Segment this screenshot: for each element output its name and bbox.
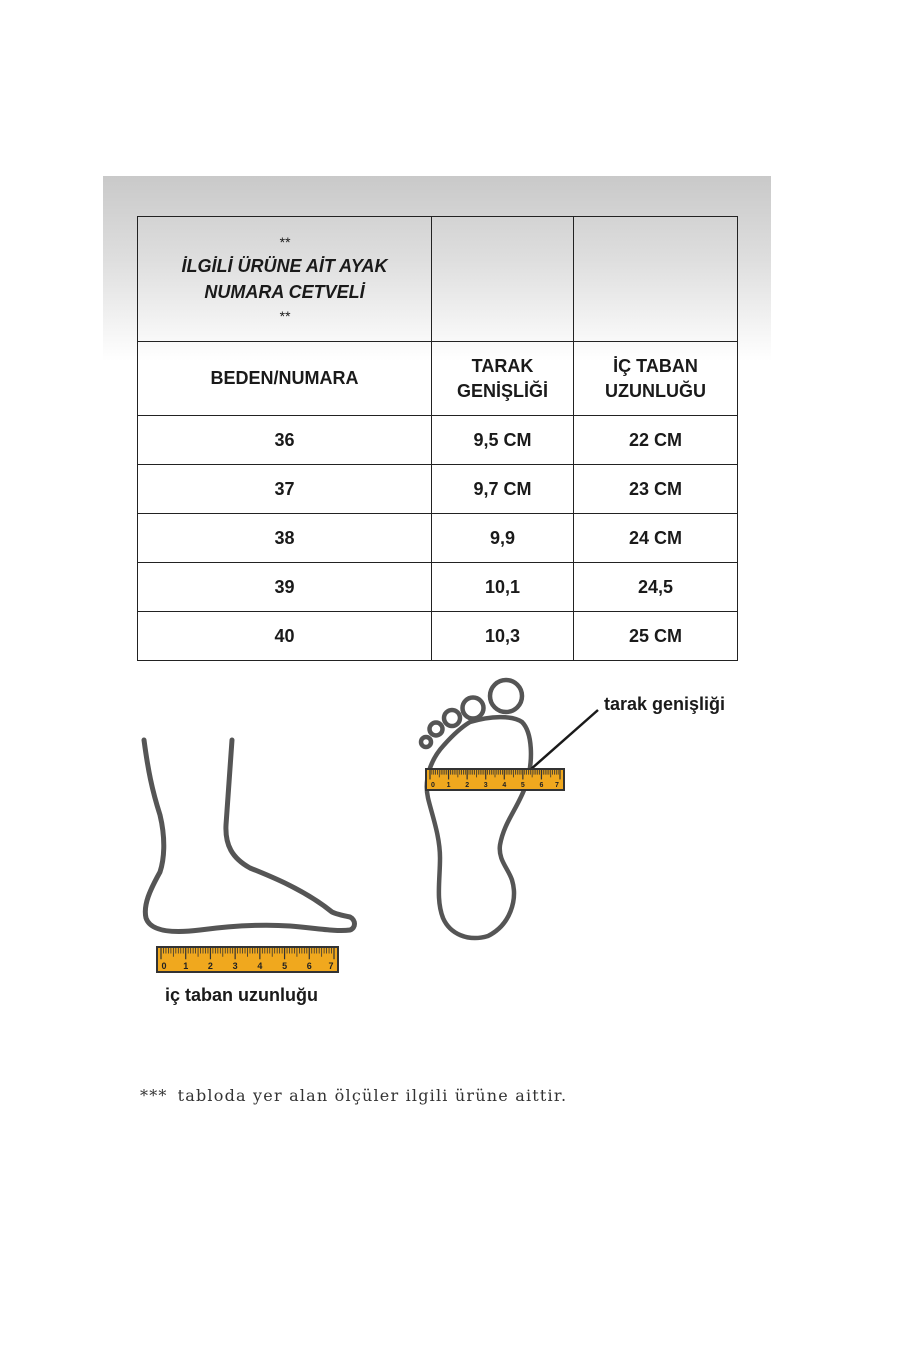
ruler-number: 0 (161, 961, 167, 971)
header-size: BEDEN/NUMARA (138, 342, 432, 416)
ruler-number: 5 (520, 782, 525, 789)
length-cell: 24,5 (574, 563, 738, 612)
side-foot-outline-icon (144, 740, 355, 932)
ruler-number: 1 (446, 782, 451, 789)
header-length-label: İÇ TABAN UZUNLUĞU (605, 355, 706, 401)
ruler-number: 3 (483, 782, 488, 789)
ruler-left-icon (157, 947, 338, 972)
ruler-number: 4 (257, 961, 263, 971)
length-cell: 25 CM (574, 612, 738, 661)
ruler-number: 6 (306, 961, 312, 971)
size-cell: 36 (138, 416, 432, 465)
ruler-number: 7 (328, 961, 334, 971)
size-cell: 38 (138, 514, 432, 563)
footnote-text: tabloda yer alan ölçüler ilgili ürüne aittir. (177, 1086, 568, 1105)
ruler-number: 2 (207, 961, 213, 971)
ruler-number: 3 (232, 961, 238, 971)
title-stars-bottom: ** (279, 308, 290, 324)
ruler-number: 7 (555, 782, 559, 789)
table-title: İLGİLİ ÜRÜNE AİT AYAK NUMARA CETVELİ (181, 256, 388, 302)
side-foot-caption: iç taban uzunluğu (165, 985, 318, 1005)
ruler-number: 0 (431, 782, 435, 789)
size-cell: 40 (138, 612, 432, 661)
width-cell: 9,7 CM (432, 465, 574, 514)
width-cell: 9,5 CM (432, 416, 574, 465)
size-cell: 37 (138, 465, 432, 514)
width-cell: 10,1 (432, 563, 574, 612)
ruler-number: 5 (282, 961, 288, 971)
ruler-number: 4 (502, 782, 507, 789)
width-cell: 9,9 (432, 514, 574, 563)
pointer-line (530, 710, 598, 770)
header-width-label: TARAK GENİŞLİĞİ (456, 355, 548, 401)
ruler-number: 2 (465, 782, 470, 789)
size-cell: 39 (138, 563, 432, 612)
top-foot-outline-icon (421, 680, 531, 938)
length-cell: 23 CM (574, 465, 738, 514)
footnote-stars: *** (140, 1086, 168, 1105)
width-cell: 10,3 (432, 612, 574, 661)
length-cell: 24 CM (574, 514, 738, 563)
length-cell: 22 CM (574, 416, 738, 465)
ruler-right-icon (426, 769, 564, 790)
footnote (140, 1086, 567, 1105)
ruler-number: 1 (183, 961, 189, 971)
title-stars-top: ** (279, 234, 290, 250)
ruler-number: 6 (539, 782, 544, 789)
top-foot-caption: tarak genişliği (604, 694, 726, 714)
